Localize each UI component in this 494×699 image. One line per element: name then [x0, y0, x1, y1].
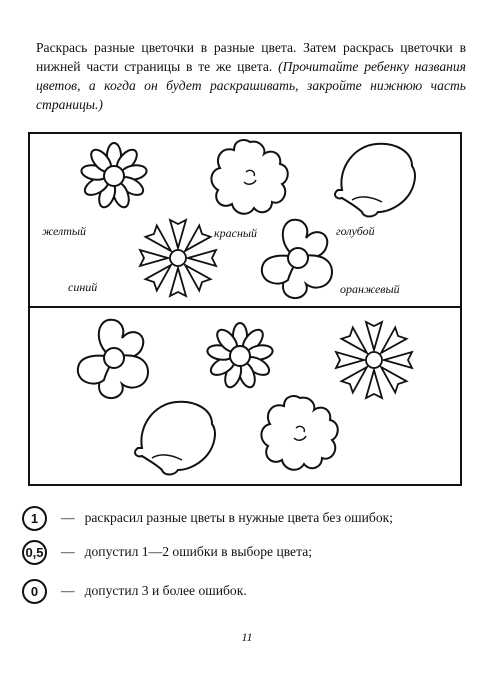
label-dark-blue: синий: [68, 280, 98, 294]
daisy-icon[interactable]: [80, 143, 147, 209]
label-red: красный: [214, 226, 258, 240]
label-orange: оранжевый: [340, 282, 400, 296]
round-flower-icon[interactable]: [261, 396, 337, 470]
round-flower-icon[interactable]: [211, 140, 287, 214]
instruction-note: (Прочитайте ребенку названия цветов, а когда он будет раскрашивать, закройте нижнюю часть страницы.): [36, 59, 466, 112]
score-text: допустил 1—2 ошибки в выборе цвета;: [84, 544, 313, 559]
instruction-text: [36, 38, 466, 114]
dash: —: [61, 544, 75, 559]
score-row-full: [22, 504, 393, 532]
pansy-icon[interactable]: [262, 220, 332, 298]
score-row-half: [22, 538, 312, 566]
bell-flower-icon[interactable]: [135, 402, 215, 475]
dash: —: [61, 510, 75, 525]
instruction-main: Раскрась разные цветочки в разные цвета. Затем раскрась цветочки в нижней части страницы в те же цвета.: [36, 40, 466, 74]
cornflower-icon[interactable]: [336, 322, 412, 398]
top-flower-panel: [28, 132, 462, 308]
label-blue: голубой: [336, 224, 375, 238]
score-text: допустил 3 и более ошибок.: [84, 583, 247, 598]
score-badge: 0: [22, 579, 47, 604]
bottom-flower-panel: [28, 306, 462, 486]
score-badge: 1: [22, 506, 47, 531]
cornflower-icon[interactable]: [140, 220, 216, 296]
score-row-zero: [22, 577, 247, 605]
daisy-icon[interactable]: [206, 323, 273, 389]
score-text: раскрасил разные цветы в нужные цвета без ошибок;: [84, 510, 394, 525]
pansy-icon[interactable]: [78, 320, 148, 398]
dash: —: [61, 583, 75, 598]
bell-flower-icon[interactable]: [335, 144, 415, 217]
score-badge: 0,5: [22, 540, 47, 565]
page-number: 11: [241, 630, 253, 644]
label-yellow: желтый: [42, 224, 87, 238]
